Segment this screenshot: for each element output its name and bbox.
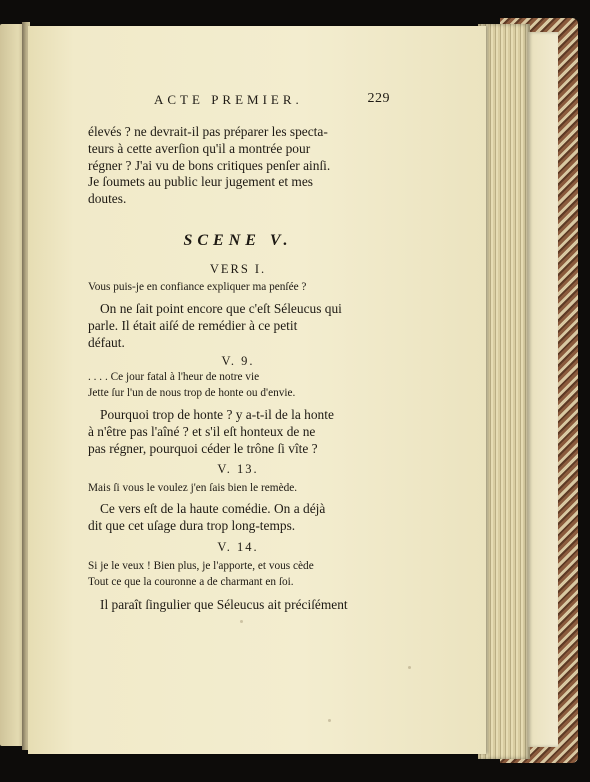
quoted-verse <box>88 480 388 496</box>
verse-reference: VERS I. <box>209 262 267 276</box>
verse-line: Si je le veux ! Bien plus, je l'apporte, et vous cède <box>88 560 314 572</box>
text-line: Il paraît ſingulier que Séleucus ait préciſément <box>100 597 348 612</box>
text-line: régner ? J'ai vu de bons critiques penſer ainſi. <box>88 157 331 173</box>
text-line: teurs à cette averſion qu'il a montrée pour <box>88 140 311 156</box>
running-head: ACTE PREMIER. <box>154 92 303 107</box>
paragraph <box>88 124 388 208</box>
text-line: pas régner, pourquoi céder le trône ſi vîte ? <box>88 440 318 456</box>
quoted-verse <box>88 369 388 401</box>
quoted-verse <box>88 279 388 295</box>
text-line: dit que cet uſage dura trop long-temps. <box>88 517 296 533</box>
text-line: Ce vers eſt de la haute comédie. On a déjà <box>100 501 326 516</box>
verse-line: Vous puis-je en confiance expliquer ma penſée ? <box>88 281 307 293</box>
scene-heading: SCENE V. <box>183 232 293 249</box>
text-line: Je ſoumets au public leur jugement et mes <box>88 174 313 190</box>
text-line: On ne ſait point encore que c'eſt Séleucus qui <box>100 301 342 316</box>
text-line: élevés ? ne devrait-il pas préparer les specta- <box>88 124 328 139</box>
book-page <box>28 26 486 754</box>
paper-speck <box>240 620 243 623</box>
verse-reference: V. 9. <box>221 354 255 368</box>
text-line: doutes. <box>88 191 127 207</box>
endpaper-edge <box>528 32 558 747</box>
verse-line: . . . . Ce jour fatal à l'heur de notre vie <box>88 371 260 383</box>
text-line: défaut. <box>88 334 125 350</box>
verse-line: Tout ce que la couronne a de charmant en ſoi. <box>88 576 294 588</box>
verse-reference: V. 14. <box>217 540 259 554</box>
text-line: Pourquoi trop de honte ? y a-t-il de la honte <box>100 407 334 422</box>
paragraph <box>88 597 388 614</box>
paper-speck <box>408 666 411 669</box>
paragraph <box>88 501 388 535</box>
text-line: à n'être pas l'aîné ? et s'il eſt honteux de ne <box>88 423 316 439</box>
paragraph <box>88 407 388 457</box>
paragraph <box>88 301 388 351</box>
page-number: 229 <box>367 91 390 106</box>
paper-speck <box>328 719 331 722</box>
verse-reference: V. 13. <box>217 462 259 476</box>
verse-line: Jette ſur l'un de nous trop de honte ou d'envie. <box>88 387 296 399</box>
verse-line: Mais ſi vous le voulez j'en ſais bien le remède. <box>88 482 298 494</box>
text-line: parle. Il était aiſé de remédier à ce petit <box>88 317 298 333</box>
quoted-verse <box>88 558 388 590</box>
